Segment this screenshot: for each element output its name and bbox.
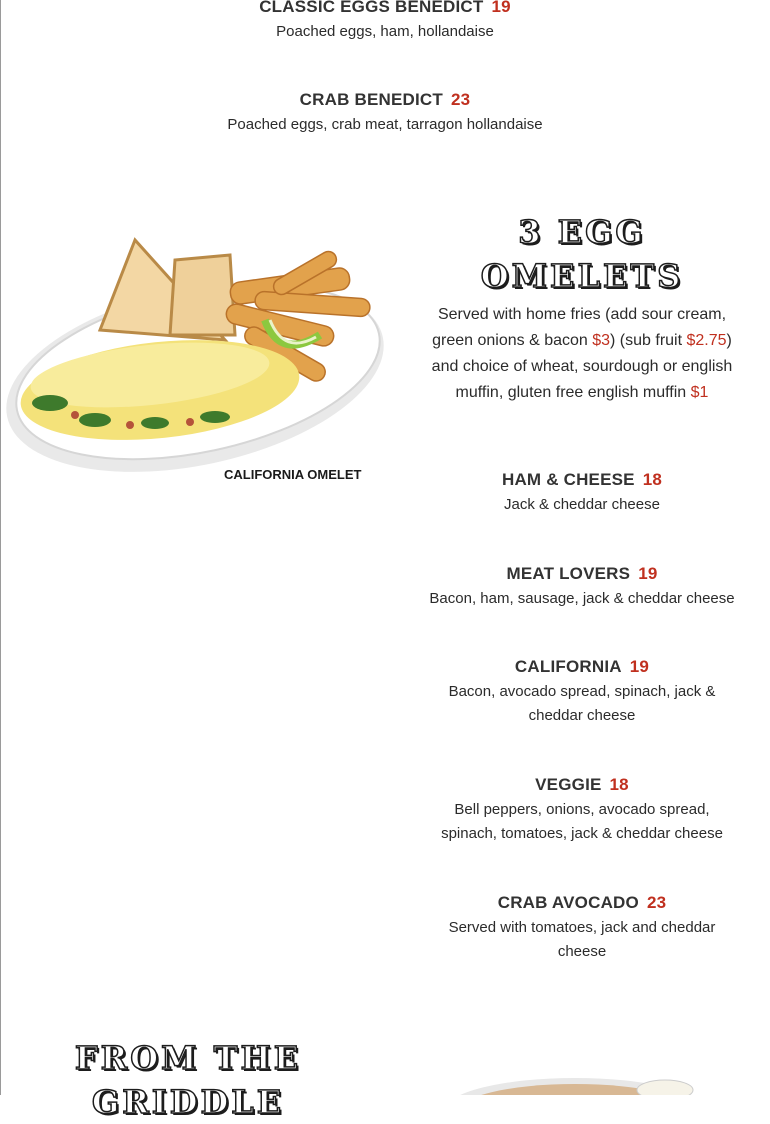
item-description: Jack & cheddar cheese — [504, 496, 660, 513]
item-price: 23 — [646, 893, 667, 912]
item-name: CRAB BENEDICT — [299, 90, 443, 109]
item-price: 18 — [642, 470, 663, 489]
photo-caption: CALIFORNIA OMELET — [224, 467, 362, 482]
title-line: OMELETS — [480, 257, 684, 295]
item-name: VEGGIE — [535, 775, 602, 794]
menu-item-veggie — [430, 774, 734, 846]
item-price: 23 — [451, 90, 471, 109]
menu-item-ham-cheese — [420, 469, 744, 517]
item-price: 19 — [629, 657, 650, 676]
item-description: Poached eggs, ham, hollandaise — [276, 23, 494, 40]
item-price: 18 — [609, 775, 629, 794]
menu-item-crab-avocado — [440, 892, 724, 964]
california-omelet-photo — [0, 225, 400, 490]
title-line: FROM THE — [74, 1039, 302, 1077]
title-line: 3 EGG — [518, 213, 646, 251]
section-title-griddle — [40, 1036, 336, 1124]
item-price: 19 — [491, 0, 511, 16]
menu-item-crab-benedict — [200, 89, 570, 137]
omelets-serving-note: Served with home fries (add sour cream, green onions & bacon $3) (sub fruit $2.75) and choice of wheat, sourdough or english muffin, gluten free english muffin $1 — [431, 306, 733, 401]
item-name: CALIFORNIA — [514, 657, 622, 676]
item-name: HAM & CHEESE — [501, 470, 635, 489]
addon-price: $2.75 — [686, 332, 727, 349]
item-description: Bell peppers, onions, avocado spread, spinach, tomatoes, jack & cheddar cheese — [441, 801, 723, 842]
addon-price: $1 — [690, 384, 709, 401]
item-name: CRAB AVOCADO — [497, 893, 639, 912]
item-name: MEAT LOVERS — [506, 564, 631, 583]
addon-price: $3 — [592, 332, 611, 349]
menu-item-california — [440, 656, 724, 728]
page-left-border — [0, 0, 1, 1095]
item-description: Poached eggs, crab meat, tarragon hollandaise — [227, 116, 543, 133]
item-description: Served with tomatoes, jack and cheddar cheese — [448, 919, 716, 960]
item-price: 19 — [638, 564, 658, 583]
griddle-plate-photo — [440, 1070, 710, 1095]
item-description: Bacon, ham, sausage, jack & cheddar cheese — [429, 590, 735, 607]
menu-item-classic-eggs-benedict — [200, 0, 570, 44]
menu-item-meat-lovers — [420, 563, 744, 611]
title-line: GRIDDLE — [91, 1083, 285, 1121]
section-title-omelets — [440, 210, 724, 298]
item-name: CLASSIC EGGS BENEDICT — [259, 0, 484, 16]
item-description: Bacon, avocado spread, spinach, jack & cheddar cheese — [448, 683, 716, 724]
